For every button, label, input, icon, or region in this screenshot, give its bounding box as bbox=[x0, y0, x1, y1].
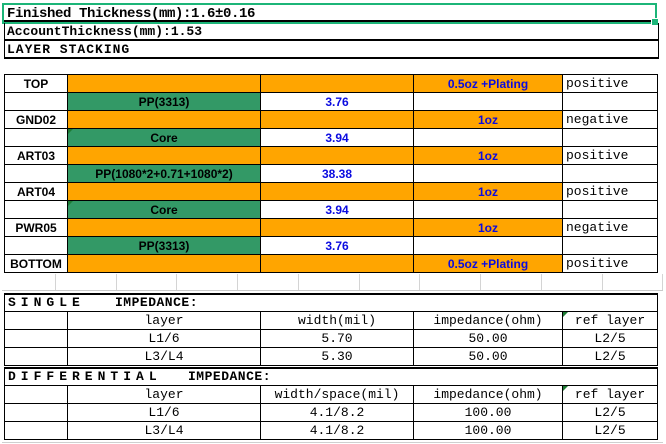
layer-name-cell[interactable]: ART03 bbox=[5, 147, 68, 165]
spacer-cell[interactable] bbox=[5, 312, 68, 330]
section-title-row bbox=[5, 368, 658, 386]
stackup-row-core2 bbox=[5, 201, 658, 219]
comment-triangle-icon bbox=[563, 312, 568, 317]
spacer-cell[interactable] bbox=[5, 93, 68, 111]
impedance-value-cell[interactable]: 100.00 bbox=[414, 422, 563, 440]
layer-stacking-cell[interactable] bbox=[4, 41, 659, 59]
impedance-value-cell[interactable]: 100.00 bbox=[414, 404, 563, 422]
differential-label: DIFFERENTIAL bbox=[8, 369, 162, 384]
copper-weight-cell[interactable]: 1oz bbox=[414, 183, 563, 201]
gridlines-strip bbox=[2, 274, 663, 291]
spacer-cell[interactable] bbox=[563, 165, 658, 183]
spacer-cell[interactable] bbox=[5, 330, 68, 348]
layer-name-cell[interactable]: GND02 bbox=[5, 111, 68, 129]
stackup-row-bottom bbox=[5, 255, 658, 273]
single-impedance-table bbox=[4, 293, 658, 366]
copper-foil-cell[interactable] bbox=[261, 183, 414, 201]
copper-foil-cell[interactable] bbox=[261, 219, 414, 237]
impedance-label: IMPEDANCE: bbox=[188, 369, 272, 384]
single-label: SINGLE bbox=[8, 295, 85, 310]
section-title-row bbox=[5, 294, 658, 312]
material-cell[interactable]: PP(3313) bbox=[68, 237, 261, 255]
spacer-cell[interactable] bbox=[5, 404, 68, 422]
material-cell[interactable]: PP(3313) bbox=[68, 93, 261, 111]
copper-foil-cell[interactable] bbox=[68, 111, 261, 129]
impedance-data-row bbox=[5, 422, 658, 440]
material-cell[interactable]: PP(1080*2+0.71+1080*2) bbox=[68, 165, 261, 183]
width-value-cell[interactable]: 5.70 bbox=[261, 330, 414, 348]
polarity-cell[interactable]: negative bbox=[563, 219, 658, 237]
thickness-cell[interactable]: 38.38 bbox=[261, 165, 414, 183]
column-header-cell[interactable]: ref layer bbox=[563, 386, 658, 404]
copper-weight-cell[interactable]: 1oz bbox=[414, 147, 563, 165]
ref-layer-value-cell[interactable]: L2/5 bbox=[563, 330, 658, 348]
thickness-cell[interactable]: 3.94 bbox=[261, 201, 414, 219]
stackup-row-art04 bbox=[5, 183, 658, 201]
spacer-cell[interactable] bbox=[563, 237, 658, 255]
spacer-cell[interactable] bbox=[563, 93, 658, 111]
thickness-cell[interactable]: 3.76 bbox=[261, 93, 414, 111]
stackup-row-top bbox=[5, 75, 658, 93]
column-header-row bbox=[5, 312, 658, 330]
copper-foil-cell[interactable] bbox=[261, 147, 414, 165]
copper-foil-cell[interactable] bbox=[68, 75, 261, 93]
stackup-row-pp3 bbox=[5, 237, 658, 255]
thickness-cell[interactable]: 3.94 bbox=[261, 129, 414, 147]
copper-foil-cell[interactable] bbox=[68, 255, 261, 273]
thickness-cell[interactable]: 3.76 bbox=[261, 237, 414, 255]
spacer-cell[interactable] bbox=[563, 129, 658, 147]
spacer-cell[interactable] bbox=[563, 201, 658, 219]
spacer-cell[interactable] bbox=[5, 348, 68, 366]
width-value-cell[interactable]: 5.30 bbox=[261, 348, 414, 366]
width-value-cell[interactable]: 4.1/8.2 bbox=[261, 404, 414, 422]
copper-foil-cell[interactable] bbox=[261, 75, 414, 93]
stackup-row-pp2 bbox=[5, 165, 658, 183]
layer-name-cell[interactable]: TOP bbox=[5, 75, 68, 93]
impedance-label: IMPEDANCE: bbox=[115, 295, 199, 310]
stackup-row-pp bbox=[5, 93, 658, 111]
column-header-row bbox=[5, 386, 658, 404]
material-cell[interactable]: Core bbox=[68, 129, 261, 147]
copper-foil-cell[interactable] bbox=[68, 219, 261, 237]
finished-thickness-cell[interactable] bbox=[2, 3, 657, 24]
material-cell[interactable]: Core bbox=[68, 201, 261, 219]
impedance-data-row bbox=[5, 348, 658, 366]
impedance-data-row bbox=[5, 330, 658, 348]
account-thickness-label: AccountThickness(mm):1.53 bbox=[7, 24, 203, 39]
column-header-cell[interactable]: impedance(ohm) bbox=[414, 312, 563, 330]
comment-triangle-icon bbox=[68, 201, 73, 206]
ref-layer-value-cell[interactable]: L2/5 bbox=[563, 422, 658, 440]
stackup-row-gnd02 bbox=[5, 111, 658, 129]
differential-impedance-table bbox=[4, 367, 658, 440]
impedance-value-cell[interactable]: 50.00 bbox=[414, 330, 563, 348]
spacer-cell[interactable] bbox=[414, 93, 563, 111]
polarity-cell[interactable]: positive bbox=[563, 255, 658, 273]
layer-value-cell[interactable]: L3/L4 bbox=[68, 348, 261, 366]
spacer-cell[interactable] bbox=[5, 165, 68, 183]
spacer-cell[interactable] bbox=[5, 422, 68, 440]
finished-thickness-label: Finished Thickness(mm):1.6±0.16 bbox=[7, 6, 256, 22]
column-header-cell[interactable]: width/space(mil) bbox=[261, 386, 414, 404]
copper-foil-cell[interactable] bbox=[68, 147, 261, 165]
stackup-row-pwr05 bbox=[5, 219, 658, 237]
account-thickness-cell[interactable] bbox=[4, 23, 659, 41]
layer-value-cell[interactable]: L1/6 bbox=[68, 330, 261, 348]
copper-foil-cell[interactable] bbox=[261, 255, 414, 273]
width-value-cell[interactable]: 4.1/8.2 bbox=[261, 422, 414, 440]
layer-stacking-label: LAYER STACKING bbox=[7, 42, 131, 57]
ref-layer-value-cell[interactable]: L2/5 bbox=[563, 348, 658, 366]
polarity-cell[interactable]: positive bbox=[563, 183, 658, 201]
ref-layer-value-cell[interactable]: L2/5 bbox=[563, 404, 658, 422]
differential-impedance-title-cell[interactable] bbox=[5, 368, 658, 386]
polarity-cell[interactable]: positive bbox=[563, 75, 658, 93]
column-header-cell[interactable]: layer bbox=[68, 386, 261, 404]
spacer-cell[interactable] bbox=[5, 201, 68, 219]
polarity-cell[interactable]: positive bbox=[563, 147, 658, 165]
single-impedance-title-cell[interactable] bbox=[5, 294, 658, 312]
column-header-cell[interactable]: width(mil) bbox=[261, 312, 414, 330]
stackup-row-art03 bbox=[5, 147, 658, 165]
copper-weight-cell[interactable]: 0.5oz +Plating bbox=[414, 255, 563, 273]
impedance-data-row bbox=[5, 404, 658, 422]
comment-triangle-icon bbox=[68, 129, 73, 134]
spacer-cell[interactable] bbox=[414, 237, 563, 255]
layer-name-cell[interactable]: BOTTOM bbox=[5, 255, 68, 273]
spacer-cell[interactable] bbox=[414, 201, 563, 219]
bottom-gridline bbox=[2, 442, 663, 443]
layer-name-cell[interactable]: PWR05 bbox=[5, 219, 68, 237]
spacer-cell[interactable] bbox=[414, 165, 563, 183]
layer-name-cell[interactable]: ART04 bbox=[5, 183, 68, 201]
polarity-cell[interactable]: negative bbox=[563, 111, 658, 129]
spacer-cell[interactable] bbox=[5, 129, 68, 147]
copper-weight-cell[interactable]: 0.5oz +Plating bbox=[414, 75, 563, 93]
layer-stacking-table bbox=[4, 74, 658, 273]
spacer-cell[interactable] bbox=[5, 386, 68, 404]
copper-foil-cell[interactable] bbox=[261, 111, 414, 129]
column-header-cell[interactable]: impedance(ohm) bbox=[414, 386, 563, 404]
copper-foil-cell[interactable] bbox=[68, 183, 261, 201]
copper-weight-cell[interactable]: 1oz bbox=[414, 111, 563, 129]
impedance-value-cell[interactable]: 50.00 bbox=[414, 348, 563, 366]
column-header-cell[interactable]: layer bbox=[68, 312, 261, 330]
copper-weight-cell[interactable]: 1oz bbox=[414, 219, 563, 237]
column-header-cell[interactable]: ref layer bbox=[563, 312, 658, 330]
layer-value-cell[interactable]: L1/6 bbox=[68, 404, 261, 422]
comment-triangle-icon bbox=[563, 386, 568, 391]
spacer-cell[interactable] bbox=[5, 237, 68, 255]
stackup-row-core bbox=[5, 129, 658, 147]
spacer-cell[interactable] bbox=[414, 129, 563, 147]
layer-value-cell[interactable]: L3/L4 bbox=[68, 422, 261, 440]
